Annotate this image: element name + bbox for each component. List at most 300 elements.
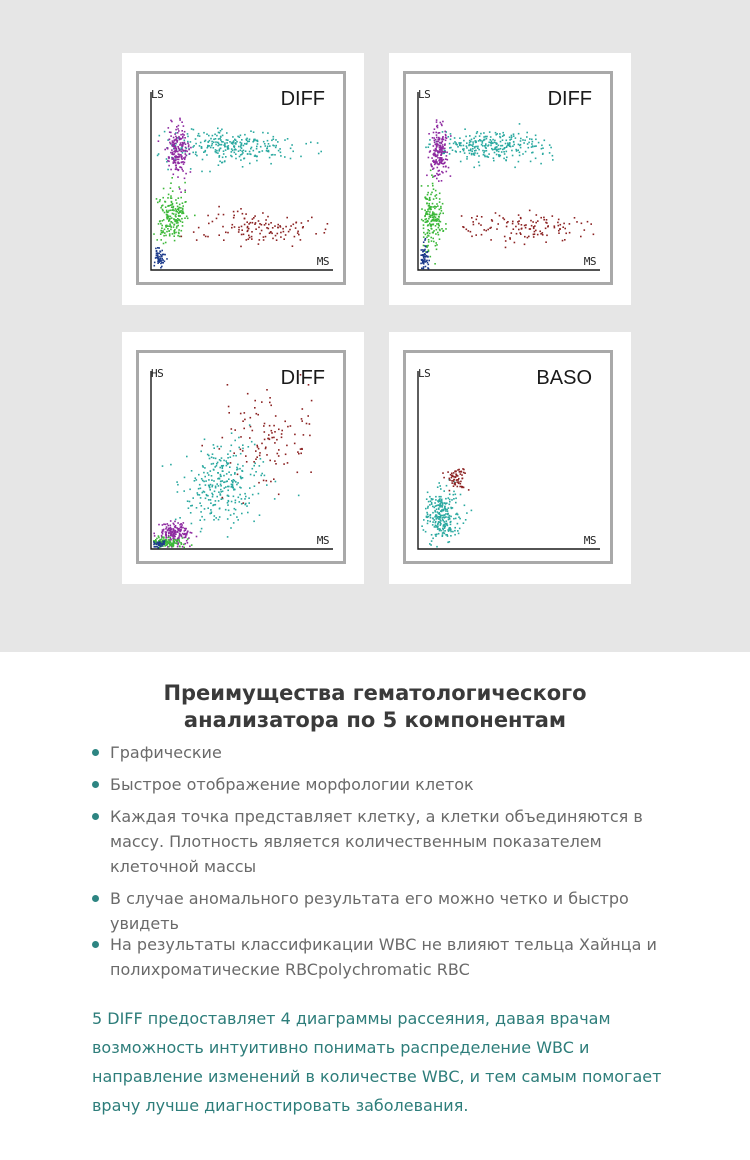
scatter-point (215, 458, 217, 460)
scatter-point (514, 242, 516, 244)
scatter-point (210, 499, 212, 501)
list-item (90, 740, 680, 765)
scatter-point (481, 144, 483, 146)
scatter-point (511, 232, 513, 234)
scatter-point (233, 142, 235, 144)
scatter-point (298, 495, 300, 497)
scatter-point (245, 150, 247, 152)
scatter-point (190, 141, 192, 143)
scatter-point (463, 227, 465, 229)
scatter-point (429, 223, 431, 225)
scatter-point (437, 528, 439, 530)
scatter-point (433, 198, 435, 200)
scatter-point (423, 245, 425, 247)
scatter-point (197, 135, 199, 137)
scatter-point (218, 143, 220, 145)
scatter-point (449, 478, 451, 480)
scatter-point (512, 145, 514, 147)
scatter-point (222, 468, 224, 470)
scatter-point (232, 482, 234, 484)
scatter-point (278, 449, 280, 451)
scatter-point (212, 485, 214, 487)
scatter-point (450, 135, 452, 137)
scatter-point (249, 153, 251, 155)
scatter-point (473, 224, 475, 226)
scatter-point (256, 160, 258, 162)
scatter-point (277, 224, 279, 226)
scatter-point (432, 538, 434, 540)
scatter-point (170, 195, 172, 197)
scatter-point (227, 490, 229, 492)
scatter-point (173, 226, 175, 228)
scatter-point (185, 143, 187, 145)
scatter-point (253, 217, 255, 219)
scatter-point (185, 528, 187, 530)
scatter-point (252, 222, 254, 224)
scatter-point (429, 151, 431, 153)
scatter-point (434, 208, 436, 210)
scatter-point (525, 224, 527, 226)
scatter-point (430, 170, 432, 172)
scatter-point (174, 162, 176, 164)
scatter-point (445, 140, 447, 142)
scatter-point (178, 229, 180, 231)
scatter-point (429, 199, 431, 201)
scatter-point (188, 146, 190, 148)
scatter-point (519, 123, 521, 125)
scatter-point (227, 502, 229, 504)
scatter-point (233, 140, 235, 142)
scatter-point (242, 166, 244, 168)
scatter-point (439, 174, 441, 176)
scatter-point (179, 118, 181, 120)
scatter-point (173, 224, 175, 226)
scatter-point (468, 230, 470, 232)
scatter-point (257, 143, 259, 145)
scatter-point (230, 450, 232, 452)
scatter-point (451, 473, 453, 475)
scatter-point (242, 444, 244, 446)
scatter-point (502, 135, 504, 137)
scatter-point (182, 136, 184, 138)
scatter-point (446, 137, 448, 139)
scatter-point (273, 478, 275, 480)
scatter-point (235, 139, 237, 141)
scatter-point (182, 209, 184, 211)
scatter-point (236, 516, 238, 518)
scatter-point (483, 132, 485, 134)
scatter-point (486, 138, 488, 140)
scatter-point (220, 494, 222, 496)
scatter-point (231, 432, 233, 434)
scatter-point (524, 225, 526, 227)
scatter-point (166, 231, 168, 233)
scatter-point (287, 138, 289, 140)
scatter-point (170, 204, 172, 206)
scatter-point (545, 241, 547, 243)
scatter-point (205, 480, 207, 482)
scatter-point (225, 460, 227, 462)
scatter-point (282, 228, 284, 230)
scatter-point (496, 146, 498, 148)
scatter-point (525, 227, 527, 229)
scatter-point (177, 206, 179, 208)
scatter-point (423, 241, 425, 243)
scatter-point (287, 462, 289, 464)
scatter-point (438, 180, 440, 182)
scatter-point (191, 470, 193, 472)
scatter-point (513, 135, 515, 137)
scatter-point (472, 143, 474, 145)
scatter-point (177, 218, 179, 220)
scatter-point (204, 476, 206, 478)
scatter-point (484, 156, 486, 158)
scatter-point (162, 536, 164, 538)
scatter-point (531, 143, 533, 145)
scatter-point (281, 437, 283, 439)
scatter-point (199, 502, 201, 504)
scatter-point (527, 143, 529, 145)
scatter-point (427, 256, 429, 258)
scatter-point (259, 223, 261, 225)
scatter-point (435, 163, 437, 165)
scatter-point (176, 202, 178, 204)
scatter-point (511, 150, 513, 152)
scatter-point (505, 143, 507, 145)
scatter-point (165, 542, 167, 544)
scatter-point (184, 182, 186, 184)
scatter-point (426, 236, 428, 238)
scatter-point (494, 148, 496, 150)
scatter-point (175, 150, 177, 152)
scatter-point (587, 221, 589, 223)
scatter-point (273, 437, 275, 439)
scatter-point (457, 146, 459, 148)
scatter-point (438, 151, 440, 153)
scatter-point (275, 145, 277, 147)
scatter-point (233, 215, 235, 217)
scatter-point (184, 543, 186, 545)
scatter-point (235, 455, 237, 457)
scatter-point (434, 507, 436, 509)
scatter-point (520, 217, 522, 219)
scatter-point (242, 213, 244, 215)
scatter-point (174, 240, 176, 242)
scatter-point (154, 265, 156, 267)
scatter-point (254, 155, 256, 157)
scatter-point (478, 155, 480, 157)
scatter-point (540, 233, 542, 235)
scatter-point (153, 533, 155, 535)
scatter-point (170, 210, 172, 212)
scatter-point (431, 225, 433, 227)
scatter-point (477, 153, 479, 155)
scatter-point (198, 227, 200, 229)
scatter-point (167, 197, 169, 199)
scatter-point (441, 157, 443, 159)
scatter-point (440, 488, 442, 490)
scatter-point (210, 512, 212, 514)
scatter-point (253, 475, 255, 477)
scatter-point (293, 224, 295, 226)
scatter-point (213, 141, 215, 143)
scatter-point (504, 219, 506, 221)
scatter-point (179, 219, 181, 221)
scatter-point (496, 149, 498, 151)
scatter-point (550, 147, 552, 149)
scatter-point (456, 474, 458, 476)
scatter-point (558, 232, 560, 234)
scatter-point (180, 154, 182, 156)
scatter-point (438, 521, 440, 523)
scatter-point (169, 530, 171, 532)
scatter-point (180, 191, 182, 193)
scatter-point (436, 178, 438, 180)
scatter-point (174, 542, 176, 544)
scatter-point (277, 233, 279, 235)
scatter-point (435, 535, 437, 537)
scatter-point (442, 203, 444, 205)
scatter-point (199, 484, 201, 486)
scatter-point (301, 420, 303, 422)
cell-cluster (461, 210, 594, 249)
scatter-point (168, 158, 170, 160)
scatter-point (216, 135, 218, 137)
scatter-point (171, 204, 173, 206)
scatter-point (496, 143, 498, 145)
scatter-point (435, 526, 437, 528)
scatter-point (543, 217, 545, 219)
scatter-point (161, 227, 163, 229)
scatter-point (425, 198, 427, 200)
scatter-point (500, 148, 502, 150)
scatter-point (427, 214, 429, 216)
scatter-point (509, 142, 511, 144)
scatter-point (257, 141, 259, 143)
scatter-point (199, 145, 201, 147)
scatter-point (158, 153, 160, 155)
scatter-point (204, 508, 206, 510)
scatter-point (162, 220, 164, 222)
scatter-point (430, 517, 432, 519)
scatter-point (223, 239, 225, 241)
scatter-point (241, 513, 243, 515)
scatter-point (482, 150, 484, 152)
scatter-point (266, 480, 268, 482)
scatter-point (455, 494, 457, 496)
scatter-point (454, 482, 456, 484)
scatter-point (210, 470, 212, 472)
scatter-point (179, 119, 181, 121)
scatter-point (427, 194, 429, 196)
scatter-point (177, 132, 179, 134)
scatter-point (512, 155, 514, 157)
bullet-icon (92, 781, 99, 788)
scatter-point (186, 456, 188, 458)
scatter-point (439, 238, 441, 240)
scatter-point (558, 225, 560, 227)
scatter-point (171, 153, 173, 155)
scatter-point (435, 161, 437, 163)
scatter-point (454, 534, 456, 536)
scatter-point (241, 229, 243, 231)
scatter-point (528, 142, 530, 144)
scatter-point (183, 163, 185, 165)
scatter-point (225, 486, 227, 488)
scatter-point (421, 249, 423, 251)
scatter-point (219, 155, 221, 157)
scatter-point (552, 155, 554, 157)
scatter-point (450, 516, 452, 518)
scatter-point (518, 229, 520, 231)
scatter-point (439, 139, 441, 141)
scatter-point (175, 208, 177, 210)
scatter-point (179, 188, 181, 190)
scatter-point (193, 129, 195, 131)
scatter-point (534, 146, 536, 148)
scatter-point (430, 500, 432, 502)
scatter-point (500, 141, 502, 143)
scatter-point (252, 494, 254, 496)
scatter-point (423, 268, 425, 270)
scatter-point (533, 236, 535, 238)
scatter-point (268, 151, 270, 153)
scatter-point (177, 209, 179, 211)
scatter-point (177, 128, 179, 130)
scatter-point (533, 234, 535, 236)
scatter-point (215, 486, 217, 488)
scatter-point (230, 514, 232, 516)
scatter-point (224, 487, 226, 489)
scatter-point (564, 228, 566, 230)
scatter-point (211, 479, 213, 481)
scatter-point (187, 538, 189, 540)
scatter-point (459, 145, 461, 147)
scatter-point (453, 498, 455, 500)
scatter-point (255, 222, 257, 224)
scatter-point (271, 432, 273, 434)
scatter-point (284, 139, 286, 141)
scatter-point (468, 150, 470, 152)
scatter-point (176, 137, 178, 139)
scatter-point (166, 531, 168, 533)
scatter-point (442, 535, 444, 537)
scatter-point (458, 481, 460, 483)
scatter-point (184, 528, 186, 530)
scatter-point (513, 141, 515, 143)
scatter-point (546, 235, 548, 237)
scatter-point (562, 226, 564, 228)
scatter-point (473, 167, 475, 169)
scatter-point (221, 144, 223, 146)
scatter-point (240, 150, 242, 152)
scatter-point (549, 144, 551, 146)
scatter-point (428, 501, 430, 503)
scatter-point (271, 233, 273, 235)
scatter-point (466, 512, 468, 514)
scatter-point (436, 121, 438, 123)
scatter-point (223, 214, 225, 216)
scatter-point (449, 517, 451, 519)
scatter-point (430, 237, 432, 239)
scatter-point (439, 162, 441, 164)
scatter-point (213, 480, 215, 482)
scatter-point (454, 530, 456, 532)
scatter-point (447, 535, 449, 537)
scatter-point (218, 164, 220, 166)
scatter-point (433, 241, 435, 243)
scatter-point (248, 502, 250, 504)
scatter-point (162, 524, 164, 526)
scatter-point (180, 142, 182, 144)
scatter-point (263, 141, 265, 143)
scatter-point (520, 138, 522, 140)
scatter-point (240, 453, 242, 455)
scatter-point (175, 531, 177, 533)
scatter-point (170, 216, 172, 218)
scatter-point (243, 428, 245, 430)
scatter-point (174, 521, 176, 523)
scatter-point (439, 530, 441, 532)
scatter-point (227, 504, 229, 506)
scatter-point (227, 139, 229, 141)
scatter-point (428, 239, 430, 241)
bullet-icon (92, 813, 99, 820)
scatter-point (433, 519, 435, 521)
scatter-point (449, 541, 451, 543)
scatter-point (443, 514, 445, 516)
scatter-point (430, 207, 432, 209)
scatter-point (166, 258, 168, 260)
scatter-point (464, 472, 466, 474)
scatter-point (199, 135, 201, 137)
scatter-point (289, 229, 291, 231)
scatter-point (168, 546, 170, 548)
scatter-point (275, 235, 277, 237)
scatter-point (222, 157, 224, 159)
scatter-frame (403, 71, 613, 285)
scatter-point (455, 502, 457, 504)
scatter-point (266, 227, 268, 229)
scatter-frame (403, 350, 613, 564)
scatter-point (168, 165, 170, 167)
scatter-point (182, 148, 184, 150)
scatter-point (231, 142, 233, 144)
scatter-point (233, 522, 235, 524)
scatter-point (558, 230, 560, 232)
scatter-point (456, 481, 458, 483)
scatter-point (274, 225, 276, 227)
scatter-point (221, 457, 223, 459)
scatter-point (165, 225, 167, 227)
scatter-point (435, 245, 437, 247)
scatter-point (522, 153, 524, 155)
scatter-point (563, 223, 565, 225)
scatter-point (223, 144, 225, 146)
scatter-point (165, 242, 167, 244)
scatter-point (465, 519, 467, 521)
scatter-point (507, 144, 509, 146)
scatter-point (186, 216, 188, 218)
scatter-point (292, 151, 294, 153)
scatter-point (281, 433, 283, 435)
scatter-point (234, 147, 236, 149)
scatter-point (246, 143, 248, 145)
scatter-point (430, 194, 432, 196)
scatter-point (235, 158, 237, 160)
scatter-point (161, 256, 163, 258)
scatter-point (253, 139, 255, 141)
